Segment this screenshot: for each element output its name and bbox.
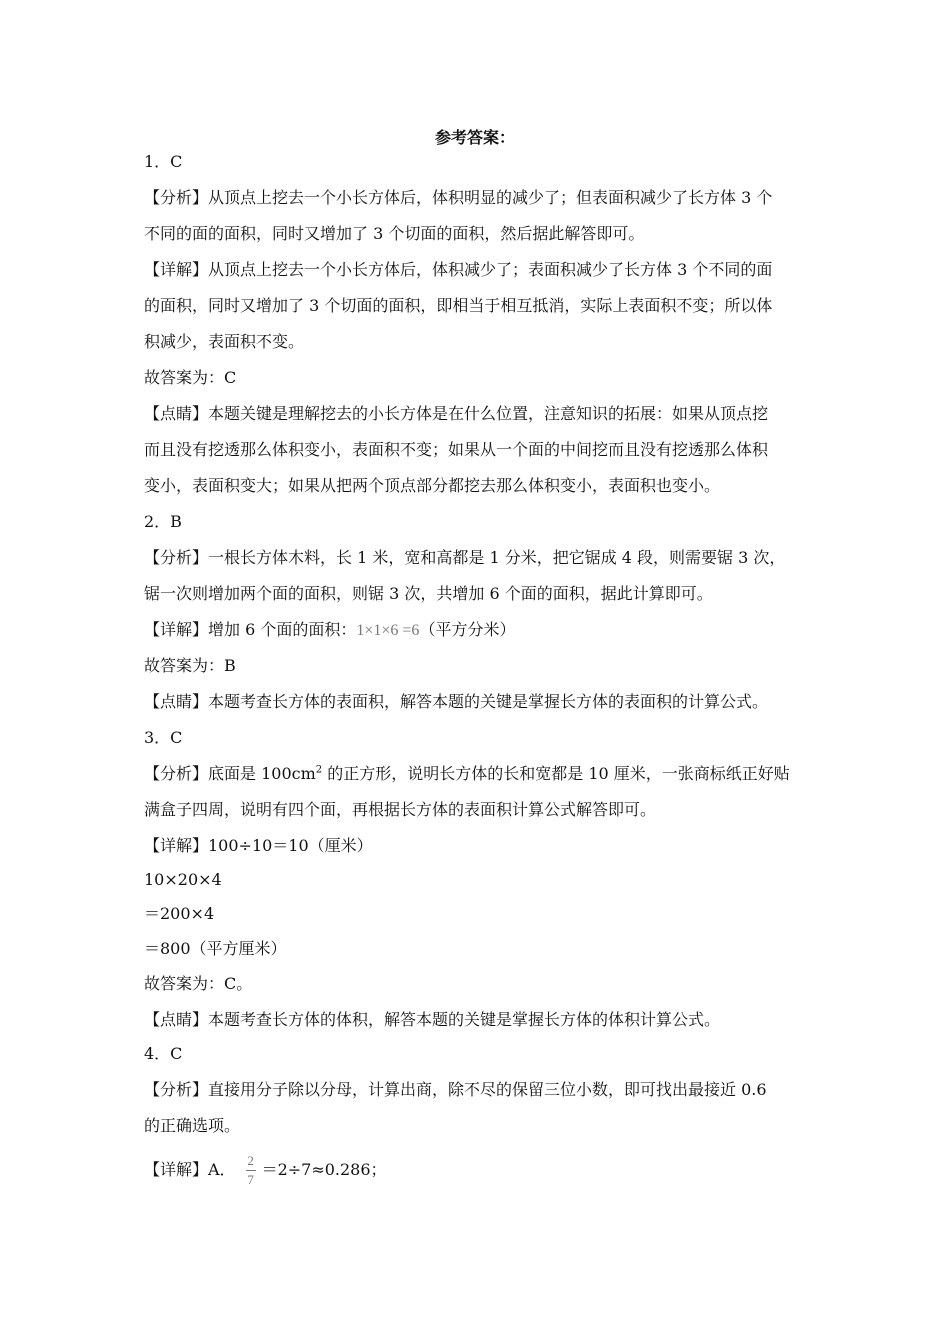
answer-4-analysis-line-1: 【分析】直接用分子除以分母，计算出商，除不尽的保留三位小数，即可找出最接近 0.6 [144, 1080, 767, 1099]
answer-3-analysis-line-2: 满盒子四周，说明有四个面，再根据长方体的表面积计算公式解答即可。 [144, 800, 657, 819]
answer-4-detail-prefix: 【详解】A． [144, 1160, 236, 1179]
answer-2-detail [144, 618, 809, 643]
answer-2-result: 故答案为：B [144, 656, 236, 675]
answer-4-detail-rest: ＝2÷7≈0.286； [261, 1160, 387, 1179]
answer-3-result: 故答案为：C。 [144, 974, 253, 993]
answer-3-comment: 【点睛】本题考查长方体的体积，解答本题的关键是掌握长方体的体积计算公式。 [144, 1010, 721, 1029]
answer-4-analysis-line-2: 的正确选项。 [144, 1116, 241, 1135]
page-title: 参考答案： [434, 128, 515, 147]
answer-4-detail [144, 1148, 809, 1192]
answer-3-detail-line-1: 【详解】100÷10＝10（厘米） [144, 836, 373, 855]
fraction-denominator: 7 [247, 1172, 254, 1187]
answer-3-analysis-rest: 的正方形，说明长方体的长和宽都是 10 厘米，一张商标纸正好贴 [322, 764, 790, 783]
answer-3-heading: 3．C [144, 728, 183, 747]
answer-1-comment-line-3: 变小，表面积变大；如果从把两个顶点部分都挖去那么体积变小，表面积也变小。 [144, 476, 721, 495]
answer-1-comment-line-2: 而且没有挖透那么体积变小，表面积不变；如果从一个面的中间挖而且没有挖透那么体积 [144, 440, 769, 459]
answer-1-detail-line-3: 积减少，表面积不变。 [144, 332, 305, 351]
fraction-2-7 [246, 1154, 256, 1187]
answer-1-detail-line-2: 的面积，同时又增加了 3 个切面的面积，即相当于相互抵消，实际上表面积不变；所以体 [144, 296, 773, 315]
answer-3-detail-line-2: 10×20×4 [144, 870, 222, 889]
answer-2-formula: 1×1×6 =6 [356, 622, 420, 639]
answer-2-detail-prefix: 【详解】增加 6 个面的面积： [144, 620, 357, 639]
answer-1-comment-line-1: 【点睛】本题关键是理解挖去的小长方体是在什么位置，注意知识的拓展：如果从顶点挖 [144, 404, 769, 423]
answer-3-detail-line-3: ＝200×4 [144, 904, 215, 923]
fraction-bar [246, 1170, 256, 1171]
answer-1-analysis-line-1: 【分析】从顶点上挖去一个小长方体后，体积明显的减少了；但表面积减少了长方体 3 个 [144, 188, 773, 207]
answer-2-analysis-line-1: 【分析】一根长方体木料，长 1 米，宽和高都是 1 分米，把它锯成 4 段，则需要锯 3 次， [144, 548, 786, 567]
answer-2-comment: 【点睛】本题考查长方体的表面积，解答本题的关键是掌握长方体的表面积的计算公式。 [144, 692, 769, 711]
answer-1-result: 故答案为：C [144, 368, 237, 387]
answer-3-detail-line-4: ＝800（平方厘米） [144, 939, 287, 958]
superscript-2: 2 [315, 764, 323, 776]
answer-1-detail-line-1: 【详解】从顶点上挖去一个小长方体后，体积减少了；表面积减少了长方体 3 个不同的面 [144, 260, 773, 279]
answer-2-heading: 2．B [144, 512, 182, 531]
answer-2-analysis-line-2: 锯一次则增加两个面的面积，则锯 3 次，共增加 6 个面的面积，据此计算即可。 [144, 584, 713, 603]
answer-4-heading: 4．C [144, 1044, 183, 1063]
answer-1-heading: 1．C [144, 152, 183, 171]
answer-3-analysis-line-1 [144, 762, 809, 786]
answer-3-analysis-prefix: 【分析】底面是 100cm [144, 764, 316, 783]
answer-1-analysis-line-2: 不同的面的面积，同时又增加了 3 个切面的面积，然后据此解答即可。 [144, 224, 645, 243]
fraction-numerator: 2 [247, 1153, 254, 1168]
answer-2-detail-unit: （平方分米） [419, 620, 516, 639]
